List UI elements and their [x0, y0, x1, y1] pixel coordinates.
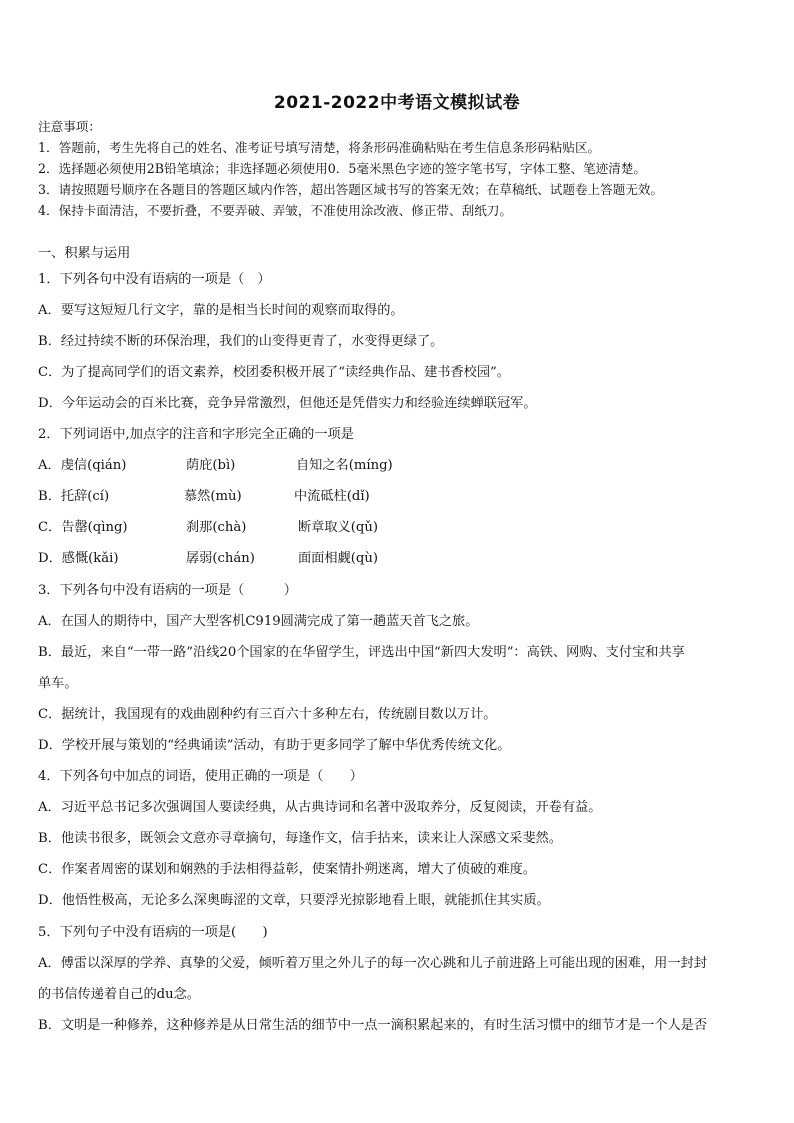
section-heading: 一、积累与运用: [38, 246, 131, 261]
question-1-option-b: B．经过持续不断的环保治理，我们的山变得更青了，水变得更绿了。: [38, 334, 444, 349]
option-word: A．虔信(qián): [38, 458, 127, 473]
option-word: 荫庇(bì): [186, 458, 236, 473]
page-title: 2021-2022中考语文模拟试卷: [273, 93, 521, 113]
option-word: 面面相觑(qù): [298, 551, 378, 566]
question-1-option-a: A．要写这短短几行文字，靠的是相当长时间的观察而取得的。: [38, 303, 404, 318]
question-4-option-c: C．作案者周密的谋划和娴熟的手法相得益彰，使案情扑朔迷离，增大了侦破的难度。: [38, 862, 537, 877]
option-word: 断章取义(qǔ): [298, 520, 378, 535]
question-3-option-b-cont: 单车。: [38, 676, 78, 691]
notice-item: 2．选择题必须使用2B铅笔填涂；非选择题必须使用0．5毫米黑色字迹的签字笔书写，字体工整、笔迹清楚。: [38, 161, 647, 176]
notice-heading: 注意事项：: [38, 119, 101, 134]
question-3-stem: 3．下列各句中没有语病的一项是（ ）: [38, 583, 297, 598]
question-1-option-c: C．为了提高同学们的语文素养，校团委积极开展了“读经典作品、建书香校园”。: [38, 365, 510, 380]
question-4-option-a: A．习近平总书记多次强调国人要读经典，从古典诗词和名著中汲取养分，反复阅读，开卷有益。: [38, 800, 602, 815]
option-word: 孱弱(chán): [186, 551, 255, 566]
question-2-stem: 2．下列词语中,加点字的注音和字形完全正确的一项是: [38, 427, 354, 442]
question-5-option-b: B．文明是一种修养，这种修养是从日常生活的细节中一点一滴积累起来的，有时生活习惯中的细节才是一个人是否: [38, 1018, 708, 1033]
question-3-option-c: C．据统计，我国现有的戏曲剧种约有三百六十多种左右，传统剧目数以万计。: [38, 707, 497, 722]
notice-item: 1．答题前，考生先将自己的姓名、准考证号填写清楚，将条形码准确粘贴在考生信息条形码粘贴区。: [38, 140, 601, 155]
option-word: 中流砥柱(dǐ): [294, 489, 370, 504]
question-3-option-b: B．最近，来自“一带一路”沿线20个国家的在华留学生，评选出中国“新四大发明”：高铁、网购、支付宝和共享: [38, 645, 685, 660]
question-5-option-a-cont: 的书信传递着自己的du念。: [38, 987, 200, 1002]
option-word: 慕然(mù): [184, 489, 242, 504]
option-word: 刹那(chà): [186, 520, 247, 535]
question-1-stem: 1．下列各句中没有语病的一项是（ ）: [38, 272, 271, 287]
question-5-stem: 5．下列句子中没有语病的一项是( ): [38, 925, 268, 940]
question-1-option-d: D．今年运动会的百米比赛，竞争异常激烈，但他还是凭借实力和经验连续蝉联冠军。: [38, 396, 537, 411]
notice-item: 4．保持卡面清洁，不要折叠，不要弄破、弄皱，不准使用涂改液、修正带、刮纸刀。: [38, 203, 512, 218]
notice-item: 3．请按照题号顺序在各题目的答题区域内作答，超出答题区域书写的答案无效；在草稿纸、试题卷上答题无效。: [38, 182, 664, 197]
option-word: C．告罄(qìng): [38, 520, 128, 535]
question-4-option-d: D．他悟性极高，无论多么深奥晦涩的文章，只要浮光掠影地看上眼，就能抓住其实质。: [38, 893, 550, 908]
option-word: B．托辞(cí): [38, 489, 110, 504]
question-4-option-b: B．他读书很多，既领会文意亦寻章摘句，每逢作文，信手拈来，读来让人深感文采斐然。: [38, 831, 562, 846]
question-3-option-d: D．学校开展与策划的“经典诵读”活动，有助于更多同学了解中华优秀传统文化。: [38, 738, 511, 753]
question-5-option-a: A．傅雷以深厚的学养、真挚的父爱，倾听着万里之外儿子的每一次心跳和儿子前进路上可能出现的困难，用一封封: [38, 956, 707, 971]
question-4-stem: 4．下列各句中加点的词语，使用正确的一项是（ ）: [38, 769, 363, 784]
option-word: 自知之名(míng): [296, 458, 393, 473]
option-word: D．感慨(kǎi): [38, 551, 119, 566]
question-3-option-a: A．在国人的期待中，国产大型客机C919圆满完成了第一趟蓝天首飞之旅。: [38, 614, 479, 629]
